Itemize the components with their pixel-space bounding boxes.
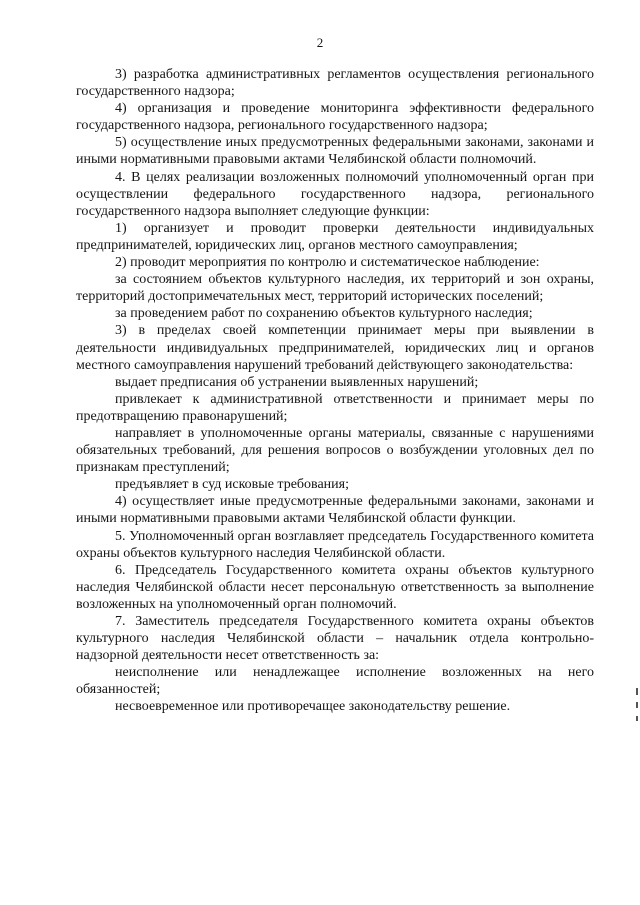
paragraph: 3) в пределах своей компетенции принимает меры при выявлении в деятельности индивидуальных предпринимателей, юридических лиц и органов местного самоуправления нарушений требований действующего законодательства: [76,323,594,373]
paragraph: 4. В целях реализации возложенных полномочий уполномоченный орган при осуществлении федерального государственного надзора, регионального государственного надзора выполняет следующие функции: [76,169,594,219]
page-number: 2 [316,35,324,50]
paragraph: 7. Заместитель председателя Государственного комитета охраны объектов культурного наследия Челябинской области – начальник отдела контрольно-надзорной деятельности несет ответственность за: [76,614,594,664]
paragraph: за состоянием объектов культурного наследия, их территорий и зон охраны, территорий достопримечательных мест, территорий исторических поселений; [76,272,594,305]
paragraph: 1) организует и проводит проверки деятельности индивидуальных предпринимателей, юридических лиц, органов местного самоуправления; [76,220,594,253]
paragraph: 3) разработка административных регламентов осуществления регионального государственного надзора; [76,67,594,100]
paragraph: 6. Председатель Государственного комитета охраны объектов культурного наследия Челябинской области несет персональную ответственность за выполнение возложенных на уполномоченный орган полномочий. [76,562,594,612]
paragraph: 5) осуществление иных предусмотренных федеральными законами, законами и иными нормативными правовыми актами Челябинской области полномочий. [76,135,594,168]
paragraph: неисполнение или ненадлежащее исполнение возложенных на него обязанностей; [76,665,594,698]
paragraph: 5. Уполномоченный орган возглавляет председатель Государственного комитета охраны объектов культурного наследия Челябинской области. [76,528,594,561]
paragraph: 4) осуществляет иные предусмотренные федеральными законами, законами и иными нормативными правовыми актами Челябинской области функции. [76,494,594,527]
paragraph: за проведением работ по сохранению объектов культурного наследия; [115,306,533,322]
scan-edge-mark [636,688,638,695]
paragraph: 2) проводит мероприятия по контролю и систематическое наблюдение: [115,255,540,271]
paragraph: предъявляет в суд исковые требования; [115,477,349,493]
paragraph: выдает предписания об устранении выявленных нарушений; [115,374,479,390]
document-body [76,66,594,716]
paragraph: 4) организация и проведение мониторинга эффективности федерального государственного надзора, регионального государственного надзора; [76,101,594,134]
scan-edge-mark [636,702,638,708]
paragraph: несвоевременное или противоречащее законодательству решение. [115,699,511,715]
paragraph: направляет в уполномоченные органы материалы, связанные с нарушениями обязательных требований, для решения вопросов о возбуждении уголовных дел по признакам преступлений; [76,425,594,476]
paragraph: привлекает к административной ответственности и принимает меры по предотвращению правонарушений; [76,391,594,424]
scan-edge-mark [636,716,638,721]
